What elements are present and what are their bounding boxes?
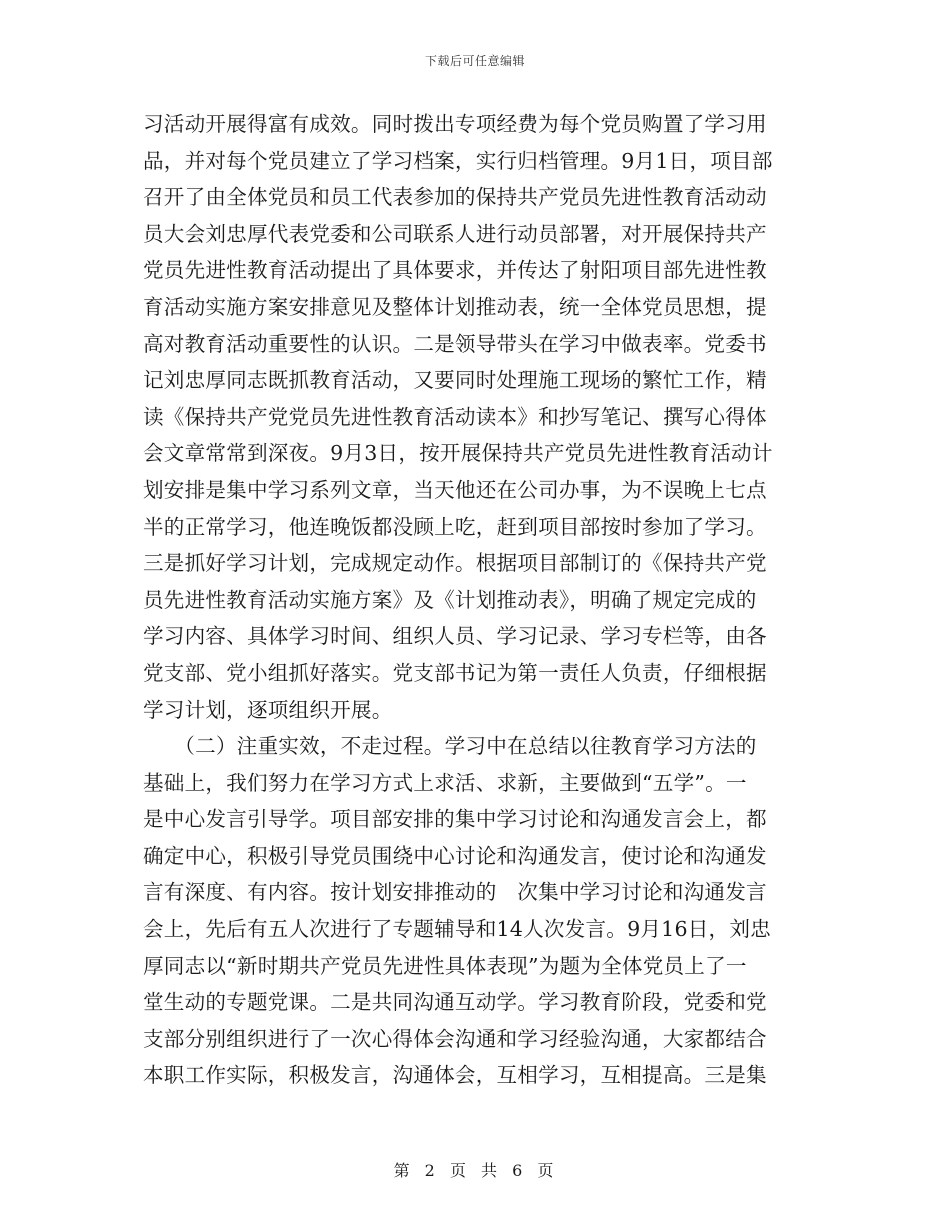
- text-line: 召开了由全体党员和员工代表参加的保持共产党员先进性教育活动动: [143, 185, 767, 210]
- text-line: 记刘忠厚同志既抓教育活动，又要同时处理施工现场的繁忙工作，精: [143, 368, 767, 393]
- text-line: 半的正常学习，他连晚饭都没顾上吃，赶到项目部按时参加了学习。: [143, 514, 767, 539]
- text-line: 学习计划，逐项组织开展。: [143, 697, 393, 722]
- body-text: [143, 106, 808, 1094]
- text-line: 基础上，我们努力在学习方式上求活、求新，主要做到“五学”。一: [143, 770, 747, 795]
- text-line: 本职工作实际，积极发言，沟通体会，互相学习，互相提高。三是集: [143, 1063, 767, 1088]
- text-line: 是中心发言引导学。项目部安排的集中学习讨论和沟通发言会上，都: [143, 807, 767, 832]
- text-line: 党支部、党小组抓好落实。党支部书记为第一责任人负责，仔细根据: [143, 660, 767, 685]
- text-line: 读《保持共产党党员先进性教育活动读本》和抄写笔记、撰写心得体: [143, 404, 767, 429]
- text-line: 品，并对每个党员建立了学习档案，实行归档管理。9月1日，项目部: [143, 148, 773, 173]
- text-line: 划安排是集中学习系列文章，当天他还在公司办事，为不误晚上七点: [143, 477, 767, 502]
- text-line: 厚同志以“新时期共产党员先进性具体表现”为题为全体党员上了一: [143, 953, 747, 978]
- text-line: 会文章常常到深夜。9月3日，按开展保持共产党员先进性教育活动计: [143, 441, 773, 466]
- text-line: 三是抓好学习计划，完成规定动作。根据项目部制订的《保持共产党: [143, 551, 767, 576]
- text-line: 高对教育活动重要性的认识。二是领导带头在学习中做表率。党委书: [143, 331, 767, 356]
- text-line: 支部分别组织进行了一次心得体会沟通和学习经验沟通，大家都结合: [143, 1026, 767, 1051]
- text-line: 员先进性教育活动实施方案》及《计划推动表》，明确了规定完成的: [143, 587, 757, 612]
- text-line: 员大会刘忠厚代表党委和公司联系人进行动员部署，对开展保持共产: [143, 221, 767, 246]
- text-line: 堂生动的专题党课。二是共同沟通互动学。学习教育阶段，党委和党: [143, 990, 767, 1015]
- text-line: （二）注重实效，不走过程。学习中在总结以往教育学习方法的: [143, 734, 757, 759]
- text-line: 学习内容、具体学习时间、组织人员、学习记录、学习专栏等，由各: [143, 624, 767, 649]
- text-line: 言有深度、有内容。按计划安排推动的 次集中学习讨论和沟通发言: [143, 880, 767, 905]
- text-line: 育活动实施方案安排意见及整体计划推动表，统一全体党员思想，提: [143, 294, 767, 319]
- text-line: 会上，先后有五人次进行了专题辅导和14人次发言。9月16日，刘忠: [143, 917, 771, 942]
- page-number-footer: 第 2 页 共 6 页: [393, 1161, 557, 1180]
- text-line: 确定中心，积极引导党员围绕中心讨论和沟通发言，使讨论和沟通发: [143, 843, 767, 868]
- header-note: 下载后可任意编辑: [424, 54, 525, 68]
- text-line: 党员先进性教育活动提出了具体要求，并传达了射阳项目部先进性教: [143, 258, 767, 283]
- text-line: 习活动开展得富有成效。同时拨出专项经费为每个党员购置了学习用: [143, 112, 767, 136]
